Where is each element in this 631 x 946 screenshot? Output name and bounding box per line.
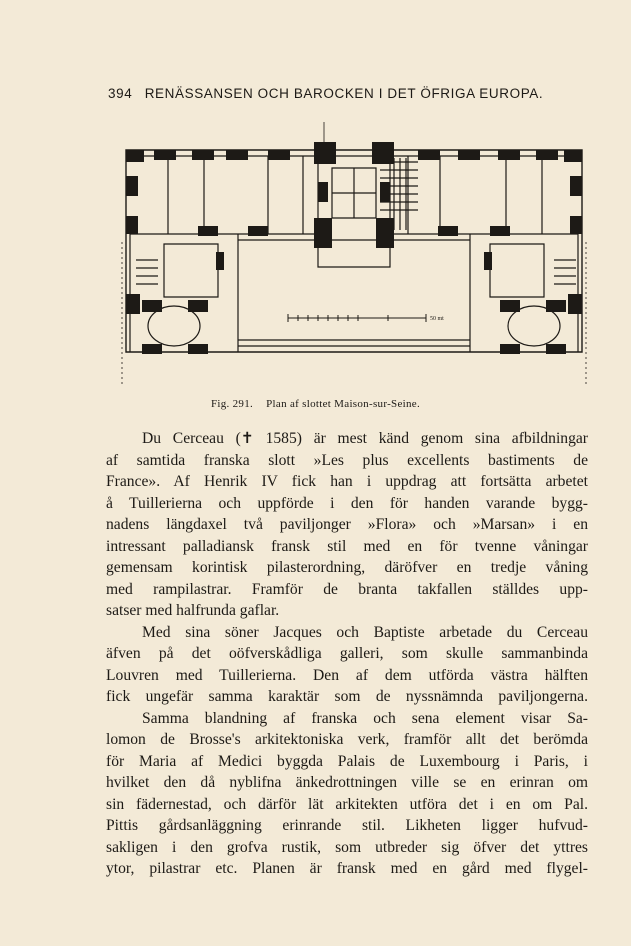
text-line: gemensam korintisk pilasterordning, däröfver en tredje våning	[106, 559, 588, 576]
text-line: sakligen i den grofva rustik, som utbreder sig öfver det yttres	[106, 838, 588, 856]
running-title: RENÄSSANSEN OCH BAROCKEN I DET ÖFRIGA EUROPA.	[144, 86, 544, 101]
scale-label: 50 mt	[430, 316, 444, 322]
text-line: äfven på det oöfverskådliga galleri, som skulle sammanbinda	[106, 645, 588, 662]
text-line: Louvren med Tuillerierna. Den af dem utförda västra hälften	[106, 666, 588, 684]
figure-caption-text: Plan af slottet Maison-sur-Seine.	[266, 398, 421, 410]
text-line: med rampilastrar. Framför de branta takfallen ställdes upp-	[106, 580, 588, 598]
text-line: France». Af Henrik IV fick han i uppdrag att fortsätta arbetet	[106, 473, 588, 490]
text-line: å Tuillerierna och uppförde i den för handen varande bygg-	[106, 494, 588, 512]
text-line: sin fädernestad, och därför lät arkitekten utföra det i en om Pal.	[106, 795, 588, 813]
figure-caption	[0, 398, 631, 410]
running-header	[108, 86, 578, 101]
text-line: fick ungefär samma karaktär som de nyssnämnda paviljongerna.	[106, 688, 588, 705]
text-line: Samma blandning af franska och sena element visar Sa-	[142, 709, 588, 727]
text-line: intressant palladiansk fransk stil med en för tvenne våningar	[106, 537, 588, 555]
scale-bar	[288, 314, 426, 322]
text-line: ytor, pilastrar etc. Planen är fransk med en gård med flygel-	[106, 860, 588, 877]
text-line: satser med halfrunda gaflar.	[106, 602, 280, 619]
text-line: Pittis gårdsanläggning erinrande stil. Likheten ligger hufvud-	[106, 817, 588, 834]
floor-plan-figure	[118, 122, 592, 390]
page-number: 394	[108, 86, 133, 101]
text-line: för Maria af Medici byggda Palais de Luxembourg i Paris, i	[106, 752, 588, 770]
body-text	[106, 428, 588, 880]
text-line: af samtida franska slott »Les plus excellents bastiments de	[106, 451, 588, 469]
text-line: nadens längdaxel två paviljonger »Flora» och »Marsan» i en	[106, 516, 588, 533]
text-line: hvilket den då nyblifna änkedrottningen ville se en erinran om	[106, 774, 588, 791]
figure-label: Fig. 291.	[210, 398, 254, 410]
text-line: lomon de Brosse's arkitektoniska verk, framför allt det berömda	[106, 731, 588, 748]
text-line: Med sina söner Jacques och Baptiste arbetade du Cerceau	[142, 623, 588, 641]
text-line: Du Cerceau (✝ 1585) är mest känd genom sina afbildningar	[142, 430, 588, 447]
